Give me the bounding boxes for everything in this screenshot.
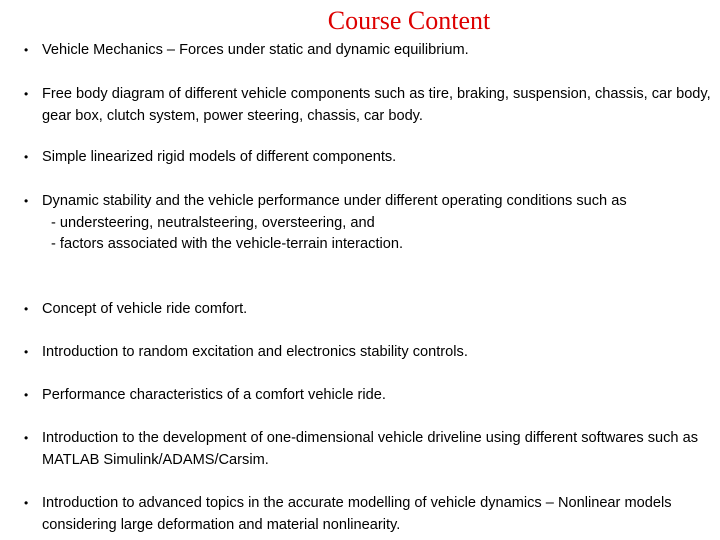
sub-item: - factors associated with the vehicle-terrain interaction. <box>51 236 404 252</box>
bullet-dot: • <box>24 150 29 164</box>
bullet-text: Vehicle Mechanics – Forces under static and dynamic equilibrium. <box>42 42 469 58</box>
bullet-text: Performance characteristics of a comfort vehicle ride. <box>42 387 386 403</box>
bullet-item <box>24 342 714 364</box>
bullet-item <box>24 40 714 62</box>
bullet-text: Simple linearized rigid models of different components. <box>42 149 397 165</box>
bullet-item <box>24 385 714 407</box>
bullet-dot: • <box>24 345 29 359</box>
bullet-text: Introduction to the development of one-dimensional vehicle driveline using different softwares such as MATLAB Simulink/ADAMS/Carsim. <box>42 430 699 468</box>
bullet-dot: • <box>24 87 29 101</box>
sub-item: - understeering, neutralsteering, oversteering, and <box>51 214 375 231</box>
bullet-dot: • <box>24 302 29 316</box>
slide-title: Course Content <box>327 6 491 35</box>
bullet-item <box>24 428 714 471</box>
bullet-text: Dynamic stability and the vehicle performance under different operating conditions such as <box>42 193 627 209</box>
bullet-text: Concept of vehicle ride comfort. <box>42 301 248 317</box>
bullet-text: Introduction to random excitation and electronics stability controls. <box>42 344 468 360</box>
bullet-dot: • <box>24 43 29 57</box>
bullet-dot: • <box>24 496 29 510</box>
bullet-item <box>24 299 714 321</box>
bullet-item <box>24 147 714 169</box>
bullet-item <box>24 84 714 127</box>
bullet-text: Introduction to advanced topics in the accurate modelling of vehicle dynamics – Nonlinear models considering large deformation and material nonlinearity. <box>42 495 672 533</box>
bullet-text: Free body diagram of different vehicle components such as tire, braking, suspension, chassis, car body, gear box, clutch system, power steering, chassis, car body. <box>42 86 711 124</box>
bullet-dot: • <box>24 431 29 445</box>
bullet-dot: • <box>24 194 29 208</box>
bullet-item <box>24 191 714 256</box>
bullet-dot: • <box>24 388 29 402</box>
bullet-item <box>24 493 714 536</box>
